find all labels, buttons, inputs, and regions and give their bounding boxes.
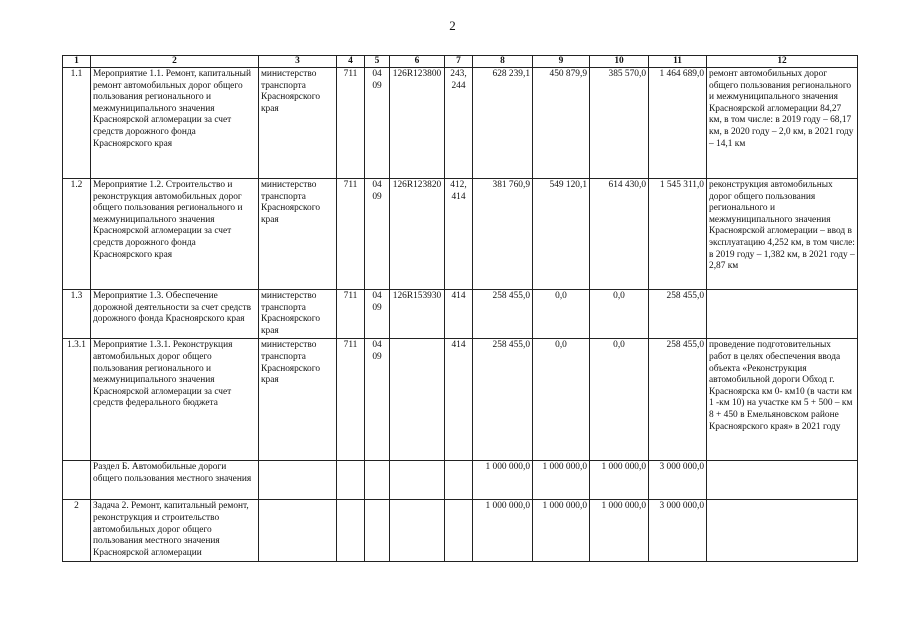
amount-2021: 0,0 xyxy=(590,339,649,461)
column-header: 12 xyxy=(707,56,858,68)
executor: министерство транспорта Красноярского края xyxy=(259,68,337,179)
column-header: 1 xyxy=(63,56,91,68)
column-number-header xyxy=(63,56,858,68)
expected-result: проведение подготовительных работ в целях обеспечения ввода объекта «Реконструкция автомобильной дороги Обход г. Красноярска км 0- км10 (в части км 1 -км 10) на участке км 5 + 500 – км 8 + 450 в Емельяновском районе Красноярского края» в 2021 году xyxy=(707,339,858,461)
amount-2021: 614 430,0 xyxy=(590,179,649,290)
activity-name: Задача 2. Ремонт, капитальный ремонт, реконструкция и строительство автомобильных дорог общего пользования местного значения Красноярской агломерации xyxy=(91,500,259,562)
expected-result xyxy=(707,290,858,339)
executor xyxy=(259,500,337,562)
amount-2020: 450 879,9 xyxy=(533,68,590,179)
amount-total: 1 545 311,0 xyxy=(649,179,707,290)
grbs-code xyxy=(337,500,365,562)
rzpr-code: 04 09 xyxy=(365,179,390,290)
amount-2019: 381 760,9 xyxy=(473,179,533,290)
table-row xyxy=(63,179,858,290)
rzpr-code xyxy=(365,500,390,562)
csr-code xyxy=(390,339,445,461)
executor: министерство транспорта Красноярского края xyxy=(259,179,337,290)
row-number: 1.3 xyxy=(63,290,91,339)
executor: министерство транспорта Красноярского края xyxy=(259,339,337,461)
csr-code: 126R153930 xyxy=(390,290,445,339)
activity-name: Раздел Б. Автомобильные дороги общего пользования местного значения xyxy=(91,461,259,500)
amount-2020: 0,0 xyxy=(533,339,590,461)
grbs-code: 711 xyxy=(337,339,365,461)
grbs-code xyxy=(337,461,365,500)
amount-total: 258 455,0 xyxy=(649,339,707,461)
column-header: 4 xyxy=(337,56,365,68)
grbs-code: 711 xyxy=(337,179,365,290)
amount-2021: 1 000 000,0 xyxy=(590,500,649,562)
amount-2019: 1 000 000,0 xyxy=(473,461,533,500)
table-row xyxy=(63,500,858,562)
table-row xyxy=(63,461,858,500)
amount-total: 1 464 689,0 xyxy=(649,68,707,179)
activity-name: Мероприятие 1.3.1. Реконструкция автомобильных дорог общего пользования регионального и межмуниципального значения Красноярской агломерации за счет средств федерального бюджета xyxy=(91,339,259,461)
table-row xyxy=(63,290,858,339)
rzpr-code: 04 09 xyxy=(365,290,390,339)
csr-code: 126R123820 xyxy=(390,179,445,290)
table-row xyxy=(63,339,858,461)
csr-code: 126R123800 xyxy=(390,68,445,179)
column-header: 3 xyxy=(259,56,337,68)
amount-2021: 1 000 000,0 xyxy=(590,461,649,500)
amount-2019: 258 455,0 xyxy=(473,290,533,339)
expected-result: ремонт автомобильных дорог общего пользования регионального и межмуниципального значения Красноярской агломерации 84,27 км, в том числе: в 2019 году – 68,17 км, в 2020 году – 2,0 км, в 2021 году – 14,1 км xyxy=(707,68,858,179)
amount-2019: 1 000 000,0 xyxy=(473,500,533,562)
grbs-code: 711 xyxy=(337,68,365,179)
column-header: 2 xyxy=(91,56,259,68)
vr-code: 414 xyxy=(445,339,473,461)
row-number: 1.3.1 xyxy=(63,339,91,461)
column-header: 11 xyxy=(649,56,707,68)
csr-code xyxy=(390,461,445,500)
amount-total: 3 000 000,0 xyxy=(649,500,707,562)
activity-name: Мероприятие 1.1. Ремонт, капитальный ремонт автомобильных дорог общего пользования регионального и межмуниципального значения Красноярской агломерации за счет средств дорожного фонда Красноярского края xyxy=(91,68,259,179)
csr-code xyxy=(390,500,445,562)
executor: министерство транспорта Красноярского края xyxy=(259,290,337,339)
amount-2021: 0,0 xyxy=(590,290,649,339)
amount-2020: 549 120,1 xyxy=(533,179,590,290)
table-row xyxy=(63,68,858,179)
amount-total: 258 455,0 xyxy=(649,290,707,339)
rzpr-code: 04 09 xyxy=(365,68,390,179)
executor xyxy=(259,461,337,500)
expected-result xyxy=(707,500,858,562)
amount-2019: 628 239,1 xyxy=(473,68,533,179)
program-activities-table xyxy=(62,55,858,562)
grbs-code: 711 xyxy=(337,290,365,339)
column-header: 6 xyxy=(390,56,445,68)
row-number: 1.2 xyxy=(63,179,91,290)
column-header: 8 xyxy=(473,56,533,68)
row-number: 1.1 xyxy=(63,68,91,179)
column-header: 5 xyxy=(365,56,390,68)
rzpr-code: 04 09 xyxy=(365,339,390,461)
activity-name: Мероприятие 1.2. Строительство и реконструкция автомобильных дорог общего пользования регионального и межмуниципального значения Красноярской агломерации за счет средств дорожного фонда Красноярского края xyxy=(91,179,259,290)
row-number xyxy=(63,461,91,500)
amount-2020: 0,0 xyxy=(533,290,590,339)
rzpr-code xyxy=(365,461,390,500)
activity-name: Мероприятие 1.3. Обеспечение дорожной деятельности за счет средств дорожного фонда Красноярского края xyxy=(91,290,259,339)
column-header: 9 xyxy=(533,56,590,68)
expected-result: реконструкция автомобильных дорог общего пользования регионального и межмуниципального значения Красноярской агломерации – ввод в эксплуатацию 4,252 км, в том числе: в 2019 году – 1,382 км, в 2021 году – 2,87 км xyxy=(707,179,858,290)
vr-code: 412, 414 xyxy=(445,179,473,290)
amount-2020: 1 000 000,0 xyxy=(533,461,590,500)
amount-total: 3 000 000,0 xyxy=(649,461,707,500)
page-number: 2 xyxy=(449,18,456,33)
vr-code: 414 xyxy=(445,290,473,339)
amount-2020: 1 000 000,0 xyxy=(533,500,590,562)
vr-code xyxy=(445,461,473,500)
vr-code: 243, 244 xyxy=(445,68,473,179)
column-header: 7 xyxy=(445,56,473,68)
column-header: 10 xyxy=(590,56,649,68)
row-number: 2 xyxy=(63,500,91,562)
amount-2019: 258 455,0 xyxy=(473,339,533,461)
amount-2021: 385 570,0 xyxy=(590,68,649,179)
vr-code xyxy=(445,500,473,562)
expected-result xyxy=(707,461,858,500)
